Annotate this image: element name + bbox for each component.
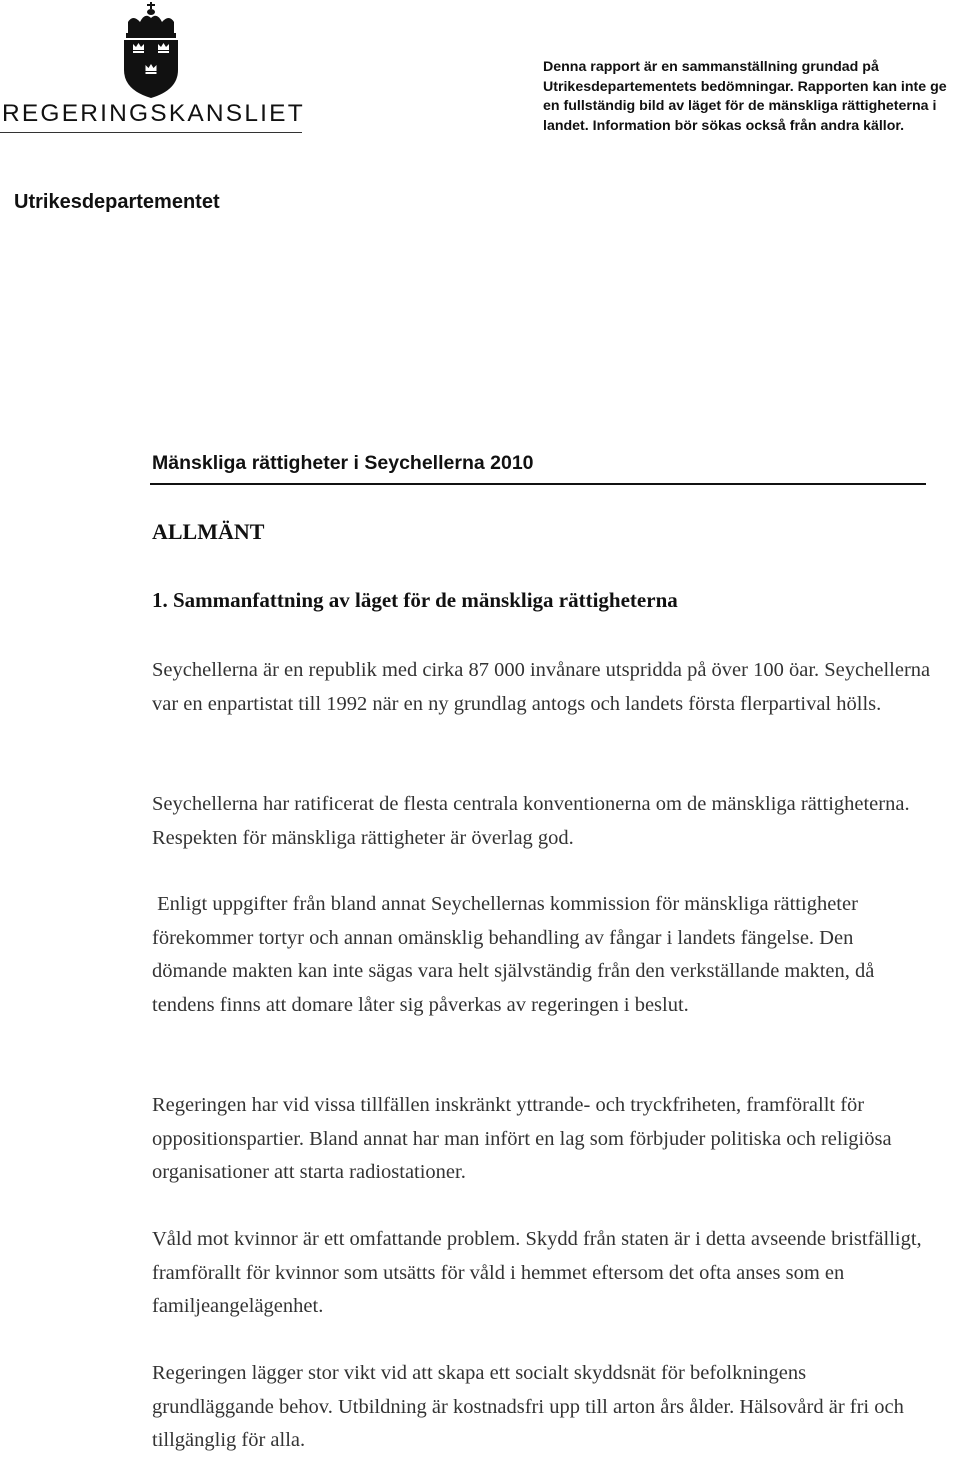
subsection-heading: 1. Sammanfattning av läget för de mänskliga rättigheterna — [152, 588, 678, 612]
paragraph-6: Regeringen lägger stor vikt vid att skapa ett socialt skyddsnät för befolkningens grundläggande behov. Utbildning är kostnadsfri upp till arton års ålder. Hälsovård är fri och tillgänglig för alla. — [152, 1362, 904, 1451]
title-divider — [150, 483, 926, 485]
paragraph-1: Seychellerna är en republik med cirka 87 000 invånare utspridda på över 100 öar. Seychellerna var en enpartistat till 1992 när en ny grundlag antogs och landets första flerpartival hölls. — [152, 659, 931, 715]
department-name: Utrikesdepartementet — [14, 191, 220, 213]
logo-underline — [0, 132, 302, 133]
disclaimer-text: Denna rapport är en sammanställning grundad på Utrikesdepartementets bedömningar. Rapporten kan inte ge en fullständig bild av läget för de mänskliga rättigheterna i landet. Information bör sökas också från andra källor. — [543, 59, 947, 134]
paragraph-3: Enligt uppgifter från bland annat Seychellernas kommission för mänskliga rättigheter förekommer tortyr och annan omänsklig behandling av fångar i landets fängelse. Den dömande makten kan inte sägas vara helt självständig från den verkställande makten, då tendens finns att domare låter sig påverkas av regeringen i beslut. — [152, 893, 880, 1016]
section-heading: ALLMÄNT — [152, 519, 265, 544]
government-logo — [0, 0, 310, 140]
paragraph-5: Våld mot kvinnor är ett omfattande problem. Skydd från staten är i detta avseende bristfälligt, framförallt för kvinnor som utsätts för våld i hemmet eftersom det ofta anses som en familjeangelägenhet. — [152, 1228, 922, 1317]
paragraph-4: Regeringen har vid vissa tillfällen inskränkt yttrande- och tryckfriheten, framförallt för oppositionspartier. Bland annat har man infört en lag som förbjuder politiska och religiösa organisationer att starta radiostationer. — [152, 1094, 892, 1183]
logo-wordmark: REGERINGSKANSLIET — [2, 100, 305, 127]
paragraph-2: Seychellerna har ratificerat de flesta centrala konventionerna om de mänskliga rättigheterna. Respekten för mänskliga rättigheter är överlag god. — [152, 793, 910, 849]
crown-shield-icon — [0, 0, 310, 100]
report-title: Mänskliga rättigheter i Seychellerna 2010 — [152, 452, 534, 474]
